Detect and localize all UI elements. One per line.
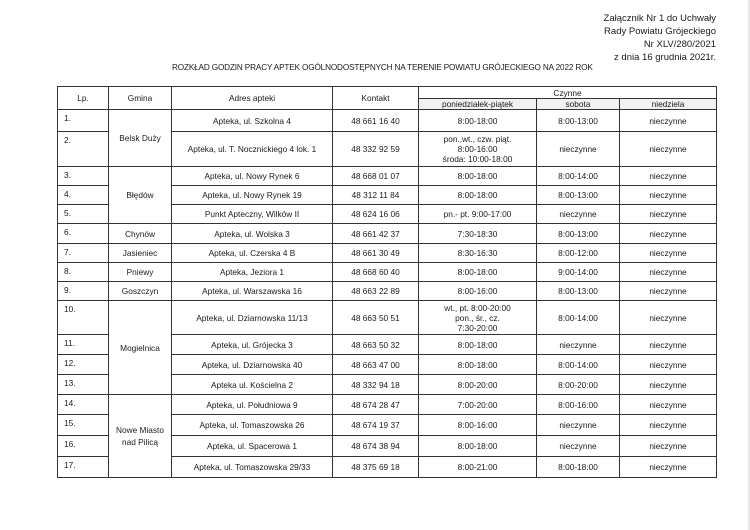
- pharmacy-schedule-table: [57, 86, 717, 478]
- contact-cell: 48 661 42 37: [333, 224, 419, 244]
- sunday-hours-cell: nieczynne: [620, 132, 717, 167]
- lp-cell: 12.: [58, 355, 109, 375]
- lp-cell: 5.: [58, 205, 109, 224]
- weekday-hours-cell: [419, 301, 537, 335]
- weekday-hours-cell: 8:00-18:00: [419, 436, 537, 457]
- saturday-hours-cell: 9:00-14:00: [537, 263, 620, 282]
- header-contact: Kontakt: [333, 87, 419, 110]
- saturday-hours-cell: 8:00-14:00: [537, 167, 620, 186]
- hours-line: 8:00-16:00: [457, 144, 498, 154]
- lp-cell: 7.: [58, 244, 109, 263]
- annex-line: Załącznik Nr 1 do Uchwały: [603, 13, 716, 24]
- sunday-hours-cell: nieczynne: [620, 167, 717, 186]
- weekday-hours-cell: 8:00-18:00: [419, 355, 537, 375]
- gmina-cell: Pniewy: [109, 263, 172, 282]
- lp-cell: 13.: [58, 375, 109, 395]
- lp-cell: 17.: [58, 457, 109, 478]
- saturday-hours-cell: 8:00-13:00: [537, 110, 620, 132]
- lp-cell: 6.: [58, 224, 109, 244]
- contact-cell: 48 674 38 94: [333, 436, 419, 457]
- contact-cell: 48 668 60 40: [333, 263, 419, 282]
- header-gmina: Gmina: [109, 87, 172, 110]
- lp-cell: 1.: [58, 110, 109, 132]
- table-row: [58, 282, 717, 301]
- weekday-hours-cell: [419, 132, 537, 167]
- sunday-hours-cell: nieczynne: [620, 436, 717, 457]
- saturday-hours-cell: 8:00-16:00: [537, 395, 620, 415]
- lp-cell: 3.: [58, 167, 109, 186]
- weekday-hours-cell: 8:00-18:00: [419, 186, 537, 205]
- address-cell: Apteka, ul. Warszawska 16: [172, 282, 333, 301]
- saturday-hours-cell: 8:00-14:00: [537, 301, 620, 335]
- saturday-hours-cell: 8:00-13:00: [537, 224, 620, 244]
- lp-cell: 2.: [58, 132, 109, 167]
- lp-cell: 14.: [58, 395, 109, 415]
- address-cell: Apteka, ul. Czerska 4 B: [172, 244, 333, 263]
- contact-cell: 48 674 19 37: [333, 415, 419, 436]
- table-row: [58, 301, 717, 335]
- sunday-hours-cell: nieczynne: [620, 457, 717, 478]
- weekday-hours-cell: 8:00-18:00: [419, 110, 537, 132]
- address-cell: Apteka, ul. Południowa 9: [172, 395, 333, 415]
- saturday-hours-cell: 8:00-13:00: [537, 186, 620, 205]
- gmina-cell: Chynów: [109, 224, 172, 244]
- weekday-hours-cell: 8:00-18:00: [419, 167, 537, 186]
- gmina-cell: Nowe Miasto nad Pilicą: [109, 395, 172, 478]
- contact-cell: 48 312 11 84: [333, 186, 419, 205]
- sunday-hours-cell: nieczynne: [620, 415, 717, 436]
- sunday-hours-cell: nieczynne: [620, 335, 717, 355]
- address-cell: Apteka, ul. Dziarnowska 40: [172, 355, 333, 375]
- saturday-hours-cell: 8:00-20:00: [537, 375, 620, 395]
- weekday-hours-cell: 8:00-21:00: [419, 457, 537, 478]
- saturday-hours-cell: nieczynne: [537, 335, 620, 355]
- contact-cell: 48 661 16 40: [333, 110, 419, 132]
- sunday-hours-cell: nieczynne: [620, 282, 717, 301]
- table-row: [58, 224, 717, 244]
- header-weekdays: poniedziałek-piątek: [419, 99, 537, 110]
- saturday-hours-cell: 8:00-18:00: [537, 457, 620, 478]
- sunday-hours-cell: nieczynne: [620, 224, 717, 244]
- address-cell: Apteka, Jeziora 1: [172, 263, 333, 282]
- address-cell: Apteka, ul. Tomaszowska 29/33: [172, 457, 333, 478]
- address-cell: Apteka, ul. Grójecka 3: [172, 335, 333, 355]
- table-header-row: [58, 87, 717, 99]
- header-saturday: sobota: [537, 99, 620, 110]
- contact-cell: 48 332 94 18: [333, 375, 419, 395]
- weekday-hours-cell: 7:30-18:30: [419, 224, 537, 244]
- gmina-cell: Belsk Duży: [109, 110, 172, 167]
- address-cell: Apteka, ul. Dziarnowska 11/13: [172, 301, 333, 335]
- header-sunday: niedziela: [620, 99, 717, 110]
- sunday-hours-cell: nieczynne: [620, 301, 717, 335]
- saturday-hours-cell: nieczynne: [537, 415, 620, 436]
- sunday-hours-cell: nieczynne: [620, 355, 717, 375]
- sunday-hours-cell: nieczynne: [620, 244, 717, 263]
- contact-cell: 48 661 30 49: [333, 244, 419, 263]
- contact-cell: 48 668 01 07: [333, 167, 419, 186]
- hours-line: środa: 10:00-18:00: [442, 154, 513, 164]
- contact-cell: 48 375 69 18: [333, 457, 419, 478]
- sunday-hours-cell: nieczynne: [620, 186, 717, 205]
- weekday-hours-cell: 8:00-20:00: [419, 375, 537, 395]
- weekday-hours-cell: 8:00-16:00: [419, 415, 537, 436]
- annex-line: Rady Powiatu Grójeckiego: [604, 26, 716, 37]
- hours-line: pon., śr., cz.: [455, 312, 500, 323]
- annex-header: [604, 12, 716, 64]
- address-cell: Apteka, ul. Tomaszowska 26: [172, 415, 333, 436]
- lp-cell: 11.: [58, 335, 109, 355]
- header-open: Czynne: [419, 87, 717, 99]
- address-cell: Apteka, ul. Nowy Rynek 19: [172, 186, 333, 205]
- contact-cell: 48 663 50 51: [333, 301, 419, 335]
- header-address: Adres apteki: [172, 87, 333, 110]
- weekday-hours-cell: 8:30-16:30: [419, 244, 537, 263]
- contact-cell: 48 674 28 47: [333, 395, 419, 415]
- sunday-hours-cell: nieczynne: [620, 110, 717, 132]
- saturday-hours-cell: 8:00-13:00: [537, 282, 620, 301]
- lp-cell: 16.: [58, 436, 109, 457]
- address-cell: Apteka ul. Kościelna 2: [172, 375, 333, 395]
- contact-cell: 48 332 92 59: [333, 132, 419, 167]
- weekday-hours-cell: 7:00-20:00: [419, 395, 537, 415]
- sunday-hours-cell: nieczynne: [620, 205, 717, 224]
- lp-cell: 8.: [58, 263, 109, 282]
- saturday-hours-cell: nieczynne: [537, 205, 620, 224]
- header-lp: Lp.: [58, 87, 109, 110]
- contact-cell: 48 663 50 32: [333, 335, 419, 355]
- annex-line: z dnia 16 grudnia 2021r.: [614, 52, 716, 63]
- address-cell: Apteka, ul. Wolska 3: [172, 224, 333, 244]
- sunday-hours-cell: nieczynne: [620, 395, 717, 415]
- gmina-cell: Błędów: [109, 167, 172, 224]
- table-row: [58, 395, 717, 415]
- table-row: [58, 263, 717, 282]
- address-cell: Apteka, ul. Spacerowa 1: [172, 436, 333, 457]
- sunday-hours-cell: nieczynne: [620, 375, 717, 395]
- gmina-cell: Goszczyn: [109, 282, 172, 301]
- annex-line: Nr XLV/280/2021: [643, 39, 716, 50]
- hours-line: wt., pt. 8:00-20:00: [444, 302, 511, 313]
- table-row: [58, 110, 717, 132]
- contact-cell: 48 624 16 06: [333, 205, 419, 224]
- hours-line: 7:30-20:00: [457, 322, 498, 333]
- lp-cell: 10.: [58, 301, 109, 335]
- hours-line: pon.,wt., czw. piąt.: [443, 134, 512, 144]
- address-cell: Apteka, ul. Nowy Rynek 6: [172, 167, 333, 186]
- document-title: ROZKŁAD GODZIN PRACY APTEK OGÓLNODOSTĘPNYCH NA TERENIE POWIATU GRÓJECKIEGO NA 2022 ROK: [172, 63, 593, 72]
- lp-cell: 9.: [58, 282, 109, 301]
- weekday-hours-cell: 8:00-16:00: [419, 282, 537, 301]
- address-cell: Apteka, ul. T. Nocznickiego 4 lok. 1: [172, 132, 333, 167]
- saturday-hours-cell: 8:00-14:00: [537, 355, 620, 375]
- table-row: [58, 244, 717, 263]
- contact-cell: 48 663 47 00: [333, 355, 419, 375]
- contact-cell: 48 663 22 89: [333, 282, 419, 301]
- lp-cell: 4.: [58, 186, 109, 205]
- weekday-hours-cell: 8:00-18:00: [419, 263, 537, 282]
- lp-cell: 15.: [58, 415, 109, 436]
- address-cell: Apteka, ul. Szkolna 4: [172, 110, 333, 132]
- gmina-cell: Mogielnica: [109, 301, 172, 395]
- gmina-cell: Jasieniec: [109, 244, 172, 263]
- weekday-hours-cell: 8:00-18:00: [419, 335, 537, 355]
- saturday-hours-cell: 8:00-12:00: [537, 244, 620, 263]
- weekday-hours-cell: pn.- pt. 9:00-17:00: [419, 205, 537, 224]
- table-row: [58, 167, 717, 186]
- saturday-hours-cell: nieczynne: [537, 436, 620, 457]
- sunday-hours-cell: nieczynne: [620, 263, 717, 282]
- saturday-hours-cell: nieczynne: [537, 132, 620, 167]
- address-cell: Punkt Apteczny, Wilków II: [172, 205, 333, 224]
